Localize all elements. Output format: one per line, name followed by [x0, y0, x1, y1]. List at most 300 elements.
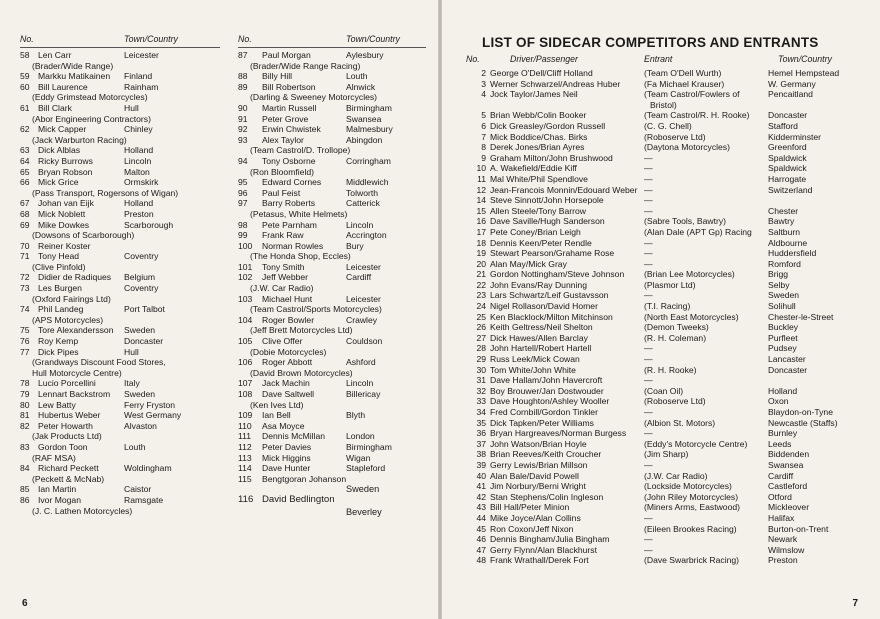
competitor-row: [238, 114, 426, 125]
driver-passenger: Boy Brouwer/Jan Dostwouder: [490, 385, 604, 396]
driver-passenger: Mike Joyce/Alan Collins: [490, 512, 581, 523]
competitor-number: 104: [238, 314, 253, 325]
town-country: Ferry Fryston: [124, 399, 176, 410]
sidecar-row: [462, 365, 872, 376]
competitor-number: 63: [20, 145, 30, 156]
competitor-number: 93: [238, 134, 248, 145]
driver-passenger: Graham Milton/John Brushwood: [490, 152, 613, 163]
town-country: Wilmslow: [768, 544, 805, 555]
town-country: Spaldwick: [768, 163, 807, 174]
competitor-number: 91: [238, 113, 248, 124]
driver-passenger: John Hartell/Robert Hartell: [490, 343, 592, 354]
competitor-number: 66: [20, 177, 30, 188]
town-country: Alvaston: [124, 420, 157, 431]
town-country: Brigg: [768, 269, 789, 280]
competitor-number: 88: [238, 71, 248, 82]
town-country: Woldingham: [124, 463, 172, 474]
driver-passenger: Alan May/Mick Gray: [490, 258, 567, 269]
competitor-name: Bryan Robson: [38, 166, 93, 177]
competitor-name: Markku Matikainen: [38, 71, 111, 82]
entrant: —: [644, 459, 653, 470]
sidecar-number: 43: [476, 502, 486, 513]
town-country: Leicester: [124, 50, 159, 60]
town-country: Malton: [124, 166, 150, 177]
competitor-row: [238, 474, 426, 485]
town-country: Romford: [768, 258, 801, 269]
driver-passenger: Mal White/Phil Spendlove: [490, 173, 588, 184]
sidecar-number: 47: [476, 544, 486, 555]
competitor-row: [238, 315, 426, 326]
competitor-name: Norman Rowles: [262, 240, 324, 251]
competitor-list: [238, 50, 426, 518]
sidecar-row: [462, 449, 872, 460]
sidecar-row: [462, 481, 872, 492]
town-country: Swansea: [768, 459, 804, 470]
entrant-note: [238, 283, 426, 294]
competitor-row: [20, 463, 220, 474]
entrant: —: [644, 258, 653, 269]
competitor-row: [238, 124, 426, 135]
left-column-1: [20, 34, 220, 516]
town-country: Aldbourne: [768, 237, 808, 248]
entrant-text: (David Brown Motorcycles): [250, 367, 353, 378]
competitor-row: [20, 103, 220, 114]
sidecar-number: 26: [476, 322, 486, 333]
town-country: Purfleet: [768, 332, 798, 343]
driver-passenger: Brian Reeves/Keith Croucher: [490, 449, 602, 460]
town-country: Abingdon: [346, 134, 383, 145]
town-country: Chester-le-Street: [768, 311, 834, 322]
competitor-number: 106: [238, 357, 253, 368]
town-country: Lancaster: [768, 354, 806, 365]
competitor-number: 80: [20, 399, 30, 410]
town-country: W. Germany: [768, 78, 816, 89]
competitor-row: [20, 124, 220, 135]
competitor-name: Mick Higgins: [262, 452, 311, 463]
entrant-text: (Eddy Grimstead Motorcycles): [32, 92, 148, 103]
entrant-note: [20, 357, 220, 368]
entrant: (Fa Michael Krauser): [644, 78, 725, 89]
competitor-row: [20, 410, 220, 421]
competitor-name: Tore Alexandersson: [38, 325, 114, 336]
entrant-note: [238, 400, 426, 411]
town-country: Accrington: [346, 230, 387, 241]
competitor-name: Ricky Burrows: [38, 155, 93, 166]
competitor-name: Roy Kemp: [38, 336, 79, 347]
driver-passenger: Dick Hawes/Allen Barclay: [490, 332, 588, 343]
competitor-row: [238, 463, 426, 474]
table-header: [462, 54, 867, 66]
competitor-name: Edward Cornes: [262, 177, 322, 188]
competitor-row: [238, 198, 426, 209]
competitor-row: [238, 442, 426, 453]
town-country: Tolworth: [346, 187, 378, 198]
competitor-row: [20, 156, 220, 167]
competitor-number: 103: [238, 293, 253, 304]
header-no: No.: [466, 54, 480, 64]
competitor-number: 111: [238, 431, 252, 442]
town-country: Cardiff: [346, 272, 372, 283]
entrant: (Plasmor Ltd): [644, 279, 696, 290]
entrant-note: [20, 368, 220, 379]
town-country: Cardiff: [768, 470, 794, 481]
town-country: Switzerland: [768, 184, 813, 195]
town-country: Huddersfield: [768, 248, 817, 259]
driver-passenger: Frank Wrathall/Derek Fort: [490, 555, 589, 566]
competitor-name: Tony Smith: [262, 261, 305, 272]
entrant: (J.W. Car Radio): [644, 470, 708, 481]
sidecar-number: 32: [476, 385, 486, 396]
entrant-text: (RAF MSA): [32, 452, 76, 463]
competitor-name: Ivor Mogan: [38, 494, 81, 505]
competitor-row: [238, 177, 426, 188]
entrant: —: [644, 512, 653, 523]
sidecar-number: 9: [481, 152, 486, 163]
town-country: Leicester: [346, 261, 381, 272]
competitor-number: 97: [238, 198, 248, 209]
entrant-note: [20, 506, 220, 517]
town-country: Hull: [124, 346, 139, 357]
town-country: Corringham: [346, 155, 391, 166]
competitor-name: Roger Bowler: [262, 314, 315, 325]
competitor-name: Richard Peckett: [38, 463, 99, 474]
driver-passenger: George O'Dell/Cliff Holland: [490, 68, 593, 78]
header-town-country: Town/Country: [778, 54, 832, 64]
sidecar-row: [462, 428, 872, 439]
competitor-name: Michael Hunt: [262, 293, 313, 304]
entrant: (T.I. Racing): [644, 301, 691, 312]
competitor-name: Dick Alblas: [38, 145, 81, 156]
entrant-note: [238, 304, 426, 315]
entrant: —: [644, 152, 653, 163]
competitor-row: [238, 50, 426, 61]
entrant-text: (Ron Bloomfield): [250, 166, 314, 177]
sidecar-row: [462, 89, 872, 100]
competitor-row: [20, 71, 220, 82]
sidecar-row: [462, 79, 872, 90]
driver-passenger: Jim Norbury/Berni Wright: [490, 481, 586, 492]
town-country: West Germany: [124, 410, 182, 421]
driver-passenger: Gerry Lewis/Brian Millson: [490, 459, 588, 470]
sidecar-row: [462, 185, 872, 196]
sidecar-row: [462, 301, 872, 312]
sidecar-number: 2: [481, 68, 486, 78]
town-country: Scarborough: [124, 219, 174, 230]
competitor-row: [238, 156, 426, 167]
town-country: Preston: [124, 208, 154, 219]
competitor-row: [238, 421, 426, 432]
left-column-2: [238, 34, 426, 518]
town-country: Lincoln: [346, 378, 374, 389]
driver-passenger: Brian Webb/Colin Booker: [490, 110, 587, 121]
entrant-text: (Dobie Motorcycles): [250, 346, 327, 357]
driver-passenger: Lars Schwartz/Leif Gustavsson: [490, 290, 609, 301]
sidecar-number: 44: [476, 512, 486, 523]
header-no: No.: [238, 34, 252, 44]
entrant: —: [644, 195, 653, 206]
driver-passenger: Dave Houghton/Ashley Wooller: [490, 396, 610, 407]
competitor-name: Hubertus Weber: [38, 410, 101, 421]
competitor-number: 71: [20, 251, 30, 262]
town-country: Doncaster: [124, 336, 164, 347]
sidecar-number: 5: [481, 110, 486, 121]
competitor-number: 108: [238, 389, 253, 399]
competitor-row: [238, 357, 426, 368]
entrant-text: (Jeff Brett Motorcycles Ltd): [250, 325, 353, 336]
left-page: [0, 0, 438, 619]
competitor-name: Bengtgoran Johanson: [262, 473, 347, 484]
sidecar-row: [462, 280, 872, 291]
competitor-number: 59: [20, 71, 30, 82]
competitor-name: Paul Feist: [262, 187, 301, 198]
entrant-text: (Brader/Wide Range Racing): [250, 60, 361, 71]
header-entrant: Entrant: [644, 54, 673, 64]
sidecar-row: [462, 259, 872, 270]
driver-passenger: Stewart Pearson/Grahame Rose: [490, 248, 615, 259]
entrant: —: [644, 343, 653, 354]
town-country: Pencaitland: [768, 89, 813, 100]
sidecar-number: 39: [476, 459, 486, 470]
sidecar-row: [462, 163, 872, 174]
competitor-number: 60: [20, 81, 30, 92]
entrant-text: (Peckett & McNab): [32, 473, 105, 484]
competitor-name: Peter Howarth: [38, 420, 93, 431]
town-country: Burnley: [768, 428, 798, 439]
sidecar-row: [462, 545, 872, 556]
driver-passenger: Gerry Flynn/Alan Blackhurst: [490, 544, 597, 555]
sidecar-number: 12: [476, 184, 486, 195]
competitor-name: Mick Grice: [38, 177, 79, 188]
competitor-row: [20, 167, 220, 178]
competitor-name: Didier de Radiques: [38, 272, 112, 283]
entrant-note: [20, 61, 220, 72]
competitor-row: [20, 241, 220, 252]
town-continued: [238, 507, 426, 518]
driver-passenger: Bill Hall/Peter Minion: [490, 502, 570, 513]
sidecar-number: 29: [476, 354, 486, 365]
competitor-number: 116: [238, 493, 254, 505]
competitor-name: Reiner Koster: [38, 240, 91, 251]
town-country: Alnwick: [346, 81, 376, 92]
competitor-name: Frank Raw: [262, 230, 304, 241]
competitor-number: 112: [238, 441, 252, 452]
competitor-row: [20, 209, 220, 220]
sidecar-number: 17: [476, 226, 486, 237]
competitor-row: [20, 198, 220, 209]
driver-passenger: Jean-Francois Monnin/Edouard Weber: [490, 184, 638, 195]
driver-passenger: Dave Hallam/John Havercroft: [490, 375, 603, 386]
sidecar-row: [462, 153, 872, 164]
entrant: —: [644, 205, 653, 216]
sidecar-number: 24: [476, 301, 486, 312]
entrant-note: [20, 315, 220, 326]
entrant: (Roboserve Ltd): [644, 131, 706, 142]
competitor-number: 73: [20, 283, 30, 294]
driver-passenger: Ron Coxon/Jeff Nixon: [490, 523, 574, 534]
competitor-number: 115: [238, 473, 252, 484]
competitor-number: 105: [238, 336, 253, 347]
town-country: Blyth: [346, 410, 366, 421]
entrant: (Coan Oil): [644, 385, 684, 396]
sidecar-row: [462, 68, 872, 79]
town-country: Birmingham: [346, 441, 392, 452]
entrant-note: [238, 167, 426, 178]
entrant: (Albion St. Motors): [644, 417, 716, 428]
entrant-note: [20, 294, 220, 305]
competitor-number: 110: [238, 420, 252, 431]
town-country: Blaydon-on-Tyne: [768, 407, 833, 417]
competitor-name: Mick Capper: [38, 124, 87, 135]
sidecar-row: [462, 396, 872, 407]
sidecar-row: [462, 174, 872, 185]
entrant: —: [644, 407, 653, 417]
sidecar-row: [462, 555, 872, 566]
town-country: Italy: [124, 378, 140, 389]
competitor-row: [20, 325, 220, 336]
entrant: (Team Castrol/R. H. Rooke): [644, 110, 750, 121]
sidecar-number: 3: [481, 78, 486, 89]
town-country: Ramsgate: [124, 494, 164, 505]
competitor-name: Paul Morgan: [262, 50, 311, 60]
competitor-name: Johan van Eijk: [38, 198, 94, 209]
sidecar-row: [462, 110, 872, 121]
competitor-name: Lucio Porcellini: [38, 378, 96, 389]
town-country: Stapleford: [346, 463, 386, 474]
header-no: No.: [20, 34, 34, 44]
town-country: Newark: [768, 534, 798, 545]
competitor-row: [238, 495, 426, 507]
competitor-number: 113: [238, 452, 252, 463]
sidecar-number: 40: [476, 470, 486, 481]
competitor-name: Dave Saltwell: [262, 389, 315, 399]
entrant: —: [644, 248, 653, 259]
entrant-note: [238, 347, 426, 358]
entrant: —: [644, 544, 653, 555]
sidecar-row: [462, 513, 872, 524]
competitor-number: 67: [20, 198, 30, 209]
competitor-number: 90: [238, 102, 248, 113]
entrant: (R. H. Rooke): [644, 364, 697, 375]
competitor-number: 83: [20, 441, 30, 452]
entrant-text: (Abor Engineering Contractors): [32, 113, 151, 124]
sidecar-row: [462, 502, 872, 513]
entrant-note: [238, 325, 426, 336]
town-country: Mickleover: [768, 502, 810, 513]
entrant-text: Hull Motorcycle Centre): [32, 367, 122, 378]
competitor-row: [238, 378, 426, 389]
competitor-row: [238, 188, 426, 199]
competitor-row: [20, 251, 220, 262]
competitor-number: 81: [20, 410, 30, 421]
town-country: Leeds: [768, 438, 792, 449]
competitor-row: [238, 294, 426, 305]
competitor-number: 94: [238, 155, 248, 166]
sidecar-number: 36: [476, 428, 486, 439]
driver-passenger: Nigel Rollason/David Homer: [490, 301, 598, 312]
town-country: Billericay: [346, 389, 381, 399]
town-country: Holland: [124, 145, 154, 156]
entrant: (Jim Sharp): [644, 449, 689, 460]
town-country: London: [346, 431, 375, 442]
page-title: LIST OF SIDECAR COMPETITORS AND ENTRANTS: [482, 35, 819, 50]
town-country: Aylesbury: [346, 50, 384, 60]
entrant-text: (Grandways Discount Food Stores,: [32, 357, 166, 368]
driver-passenger: Tom White/John White: [490, 364, 576, 375]
sidecar-number: 42: [476, 491, 486, 502]
entrant-note: [238, 145, 426, 156]
sidecar-row: [462, 206, 872, 217]
entrant-note: [20, 453, 220, 464]
sidecar-number: 27: [476, 332, 486, 343]
competitor-number: 68: [20, 208, 30, 219]
town-country: Port Talbot: [124, 304, 165, 315]
sidecar-number: 8: [481, 142, 486, 153]
driver-passenger: Allen Steele/Tony Barrow: [490, 205, 587, 216]
sidecar-row: [462, 343, 872, 354]
entrant-note: [20, 114, 220, 125]
town-country: Finland: [124, 71, 153, 82]
entrant: —: [644, 290, 653, 301]
competitor-name: Tony Head: [38, 251, 80, 262]
entrant-note: [20, 431, 220, 442]
competitor-row: [20, 442, 220, 453]
driver-passenger: Keith Geltress/Neil Shelton: [490, 322, 593, 333]
town-country: Bawtry: [768, 216, 795, 227]
sidecar-number: 37: [476, 438, 486, 449]
competitor-name: Bill Laurence: [38, 81, 88, 92]
entrant: (Team O'Dell Wurth): [644, 68, 722, 78]
competitor-number: 75: [20, 325, 30, 336]
competitor-number: 85: [20, 484, 30, 495]
competitor-name: Roger Abbott: [262, 357, 313, 368]
driver-passenger: Dennis Keen/Peter Rendle: [490, 237, 592, 248]
entrant-note: [20, 188, 220, 199]
entrant: —: [644, 237, 653, 248]
competitor-number: 78: [20, 378, 30, 389]
driver-passenger: Alan Bale/David Powell: [490, 470, 579, 481]
sidecar-row: [462, 418, 872, 429]
sidecar-number: 35: [476, 417, 486, 428]
sidecar-row: [462, 534, 872, 545]
town-country: Chester: [768, 205, 799, 216]
competitor-row: [238, 71, 426, 82]
entrant-note: [238, 251, 426, 262]
competitor-row: [238, 336, 426, 347]
entrant-text: (J. C. Lathen Motorcycles): [32, 505, 133, 516]
town-country: Sweden: [768, 290, 800, 301]
town-country: Louth: [346, 71, 368, 82]
competitor-row: [20, 378, 220, 389]
competitor-name: Mike Dowkes: [38, 219, 90, 230]
sidecar-number: 19: [476, 248, 486, 259]
competitor-list: [20, 50, 220, 516]
town-country: Hemel Hempstead: [768, 68, 840, 78]
driver-passenger: Dennis Bingham/Julia Bingham: [490, 534, 610, 545]
entrant-text: (Team Castrol/D. Trollope): [250, 145, 351, 156]
competitor-number: 100: [238, 240, 253, 251]
entrant-text: (J.W. Car Radio): [250, 283, 314, 294]
driver-passenger: John Evans/Ray Dunning: [490, 279, 587, 290]
competitor-number: 72: [20, 272, 30, 283]
town-country: Halifax: [768, 512, 795, 523]
driver-passenger: Werner Schwarzel/Andreas Huber: [490, 78, 621, 89]
entrant-note: [238, 368, 426, 379]
competitor-row: [238, 82, 426, 93]
competitor-number: 101: [238, 261, 253, 272]
competitor-number: 70: [20, 240, 30, 251]
town-country: Beverley: [346, 506, 382, 517]
town-country: Preston: [768, 555, 798, 566]
